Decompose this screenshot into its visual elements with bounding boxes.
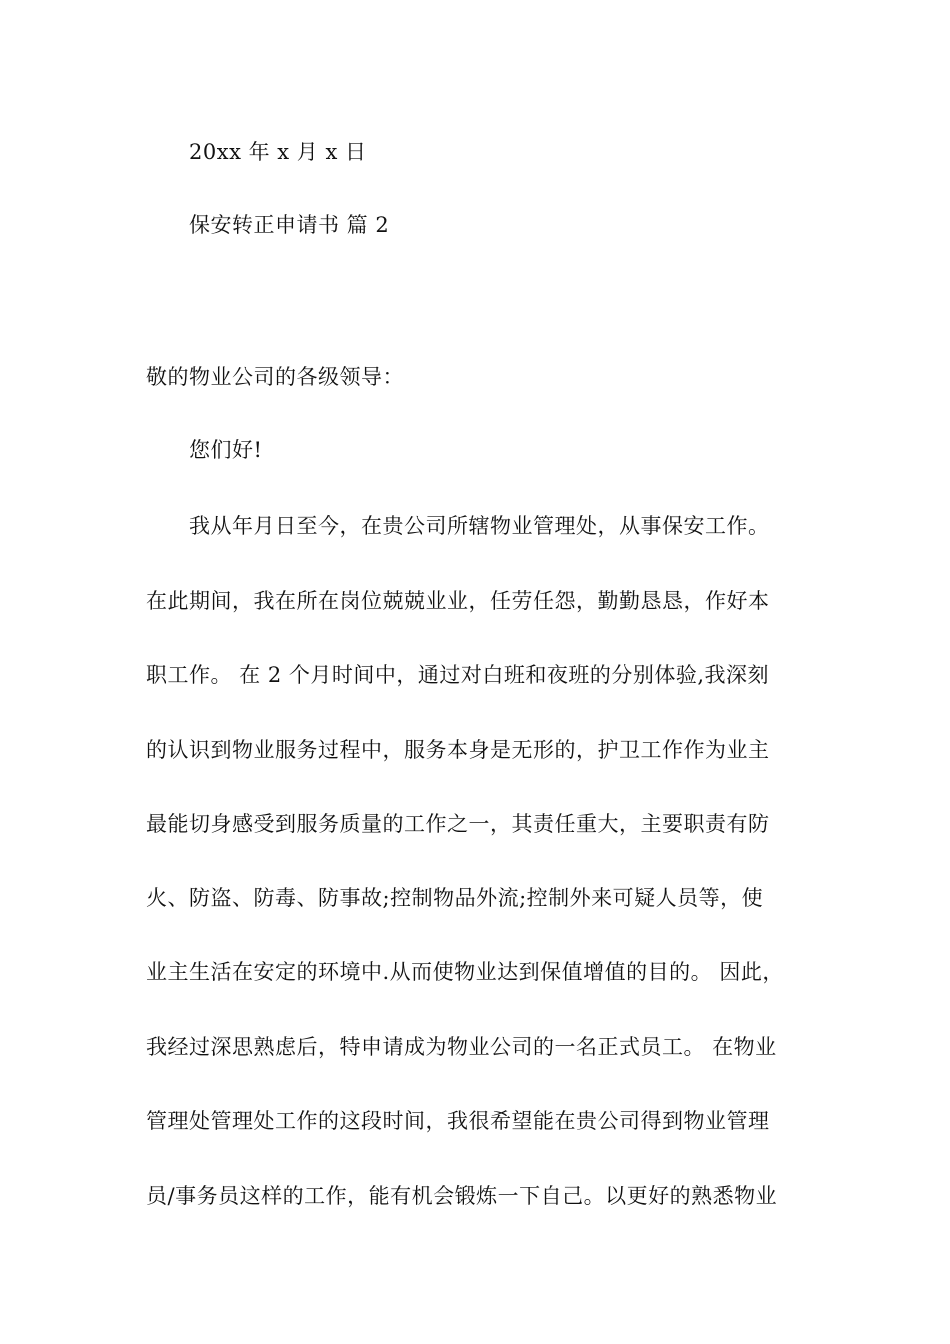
body-line: 火、防盗、防毒、防事故;控制物品外流;控制外来可疑人员等，使 — [146, 886, 764, 910]
greeting: 您们好! — [189, 438, 263, 462]
body-line: 在此期间，我在所在岗位兢兢业业，任劳任怨，勤勤恳恳，作好本 — [146, 589, 770, 613]
body-line: 职工作。 在 2 个月时间中，通过对白班和夜班的分别体验,我深刻 — [146, 663, 770, 687]
body-line: 员/事务员这样的工作，能有机会锻炼一下自己。以更好的熟悉物业 — [146, 1184, 778, 1208]
body-line: 最能切身感受到服务质量的工作之一，其责任重大，主要职责有防 — [146, 812, 770, 836]
body-line: 的认识到物业服务过程中，服务本身是无形的，护卫工作作为业主 — [146, 738, 770, 762]
section-title: 保安转正申请书 篇 2 — [189, 213, 390, 237]
date-line: 20xx 年 x 月 x 日 — [189, 140, 367, 164]
body-line: 管理处管理处工作的这段时间，我很希望能在贵公司得到物业管理 — [146, 1109, 770, 1133]
body-line: 我经过深思熟虑后，特申请成为物业公司的一名正式员工。 在物业 — [146, 1035, 777, 1059]
body-line: 我从年月日至今，在贵公司所辖物业管理处，从事保安工作。 — [189, 514, 770, 538]
salutation: 敬的物业公司的各级领导： — [146, 365, 404, 389]
body-line: 业主生活在安定的环境中.从而使物业达到保值增值的目的。 因此， — [146, 960, 784, 984]
